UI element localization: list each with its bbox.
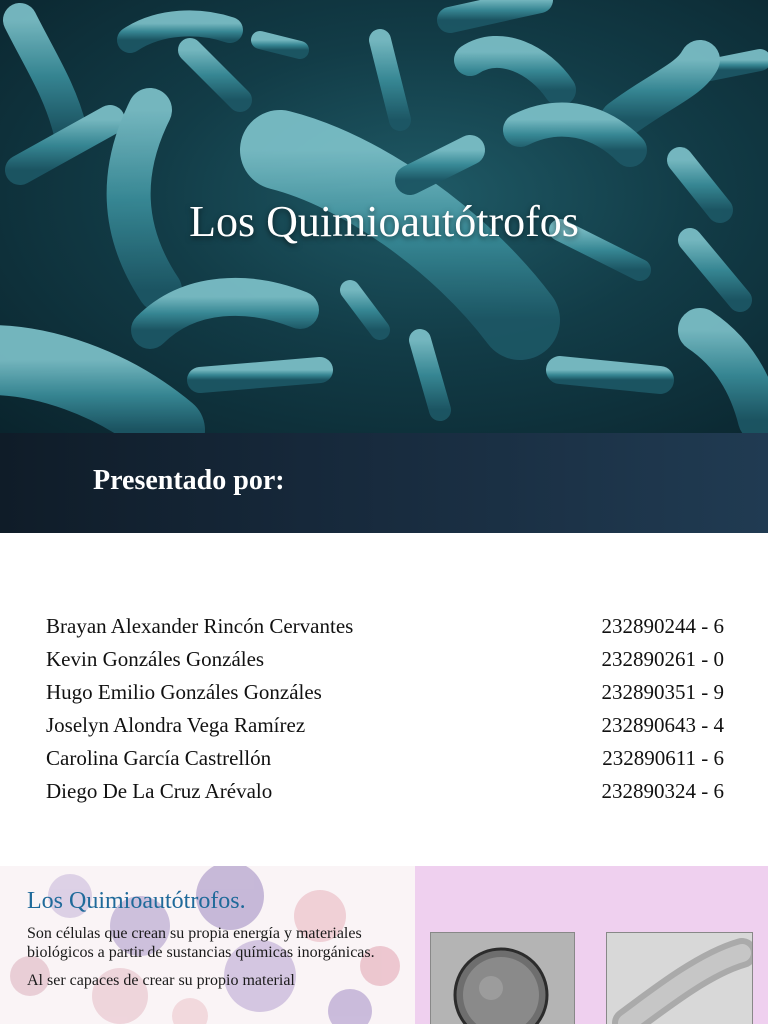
presentation-title: Los Quimioautótrofos xyxy=(189,197,579,246)
next-slide-preview xyxy=(0,866,768,1024)
list-item xyxy=(46,775,724,808)
hero-banner xyxy=(0,0,768,433)
list-item xyxy=(46,676,724,709)
list-item xyxy=(46,643,724,676)
list-item xyxy=(46,742,724,775)
microscope-image xyxy=(606,932,753,1024)
presenter-label: Presentado por: xyxy=(93,465,285,496)
slide-paragraph: Son células que crean su propia energía y materiales biológicos a partir de sustancias químicas inorgánicas. xyxy=(27,925,375,961)
member-id: 232890611 - 6 xyxy=(602,746,724,770)
member-name: Kevin Gonzáles Gonzáles xyxy=(46,647,265,671)
member-id: 232890351 - 9 xyxy=(601,680,724,704)
slide-image-panel xyxy=(415,866,768,1024)
list-item xyxy=(46,610,724,643)
member-id: 232890261 - 0 xyxy=(601,647,724,671)
slide-body xyxy=(27,924,397,999)
member-id: 232890244 - 6 xyxy=(601,614,724,638)
member-name: Hugo Emilio Gonzáles Gonzáles xyxy=(46,680,322,704)
slide-paragraph: Al ser capaces de crear su propio material xyxy=(27,972,295,989)
member-id: 232890324 - 6 xyxy=(601,779,724,803)
list-item xyxy=(46,709,724,742)
member-name: Joselyn Alondra Vega Ramírez xyxy=(46,713,306,737)
presenter-band xyxy=(0,433,768,533)
microscope-image xyxy=(430,932,575,1024)
slide-text-panel xyxy=(0,866,415,1024)
team-list xyxy=(46,610,724,808)
member-name: Diego De La Cruz Arévalo xyxy=(46,779,273,803)
member-name: Carolina García Castrellón xyxy=(46,746,272,770)
member-name: Brayan Alexander Rincón Cervantes xyxy=(46,614,354,638)
slide-heading: Los Quimioautótrofos. xyxy=(27,888,246,914)
member-id: 232890643 - 4 xyxy=(601,713,724,737)
